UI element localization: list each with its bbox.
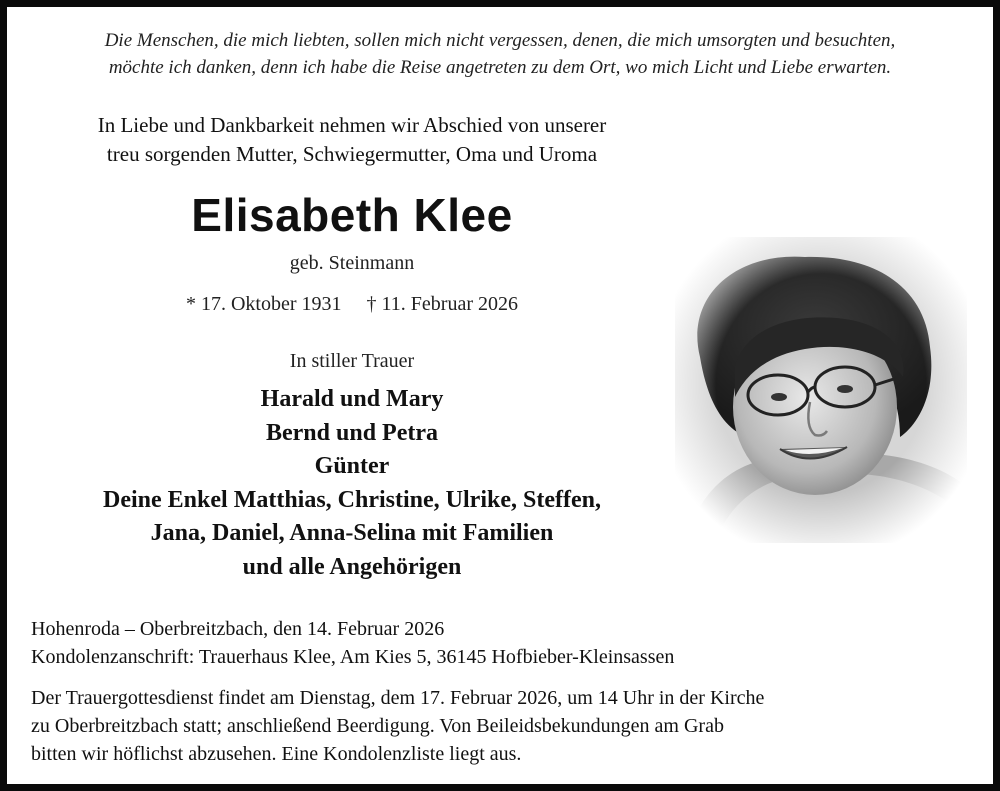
life-dates (7, 290, 697, 318)
intro-text (7, 111, 697, 169)
service-line: zu Oberbreitzbach statt; anschließend Beerdigung. Von Beileidsbekundungen am Grab (31, 715, 724, 737)
motto (7, 27, 993, 81)
mourner-line: Jana, Daniel, Anna-Selina mit Familien (150, 520, 554, 546)
death-date: † 11. Februar 2026 (366, 293, 518, 315)
portrait-photo-icon (675, 237, 967, 543)
motto-line: möchte ich danken, denn ich habe die Reise angetreten zu dem Ort, wo mich Licht und Liebe erwarten. (108, 57, 892, 78)
deceased-name: Elisabeth Klee (191, 189, 513, 241)
place-and-address (31, 615, 971, 671)
intro-line: In Liebe und Dankbarkeit nehmen wir Abschied von unserer (97, 113, 607, 137)
service-line: Der Trauergottesdienst findet am Dienstag, dem 17. Februar 2026, um 14 Uhr in der Kirche (31, 687, 765, 709)
mourner-line: Bernd und Petra (265, 419, 438, 446)
motto-line: Die Menschen, die mich liebten, sollen mich nicht vergessen, denen, die mich umsorgten und besuchten, (104, 30, 896, 51)
mourner-line: Deine Enkel Matthias, Christine, Ulrike, Steffen, (103, 486, 601, 513)
mourning-label: In stiller Trauer (289, 350, 415, 372)
mourners-list (7, 383, 697, 584)
birth-name: geb. Steinmann (289, 252, 415, 274)
place-date: Hohenroda – Oberbreitzbach, den 14. Februar 2026 (31, 618, 445, 640)
mourner-line: und alle Angehörigen (242, 553, 462, 580)
mourner-line: Harald und Mary (260, 386, 444, 412)
mourner-line: Günter (314, 453, 390, 479)
condolence-address: Kondolenzanschrift: Trauerhaus Klee, Am Kies 5, 36145 Hofbieber-Kleinsassen (31, 646, 675, 668)
birth-date: * 17. Oktober 1931 (185, 293, 342, 315)
service-line: bitten wir höflichst abzusehen. Eine Kondolenzliste liegt aus. (31, 743, 522, 765)
intro-line: treu sorgenden Mutter, Schwiegermutter, Oma und Uroma (106, 142, 598, 166)
service-info (31, 684, 971, 768)
